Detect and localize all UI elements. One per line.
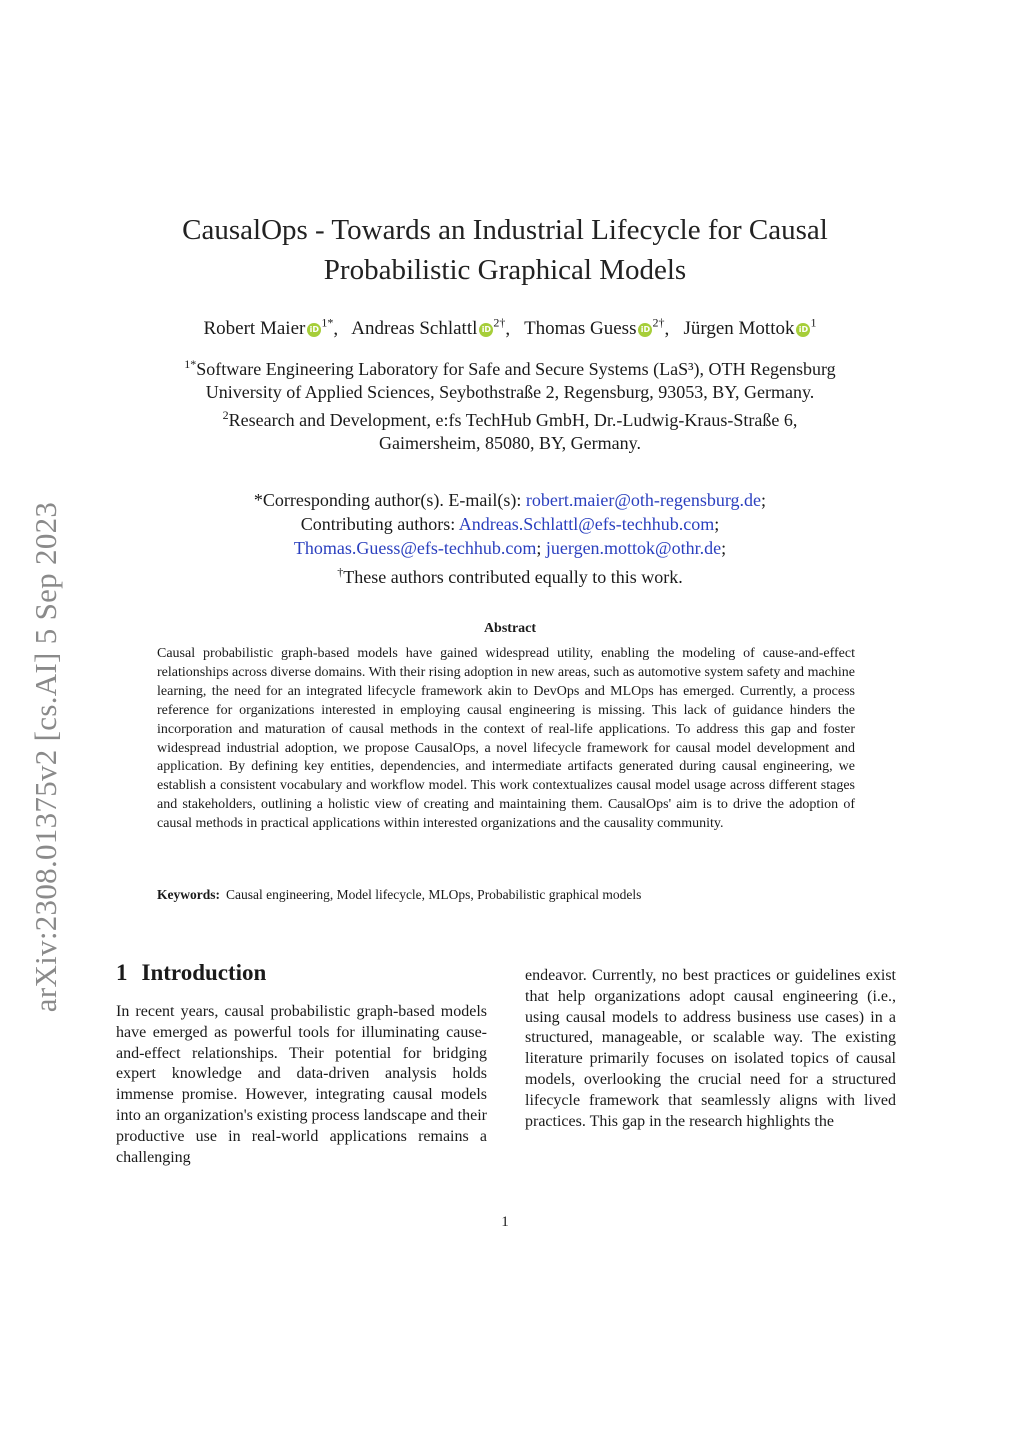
page-number: 1 [501,1214,509,1230]
intro-column-right: endeavor. Currently, no best practices or guidelines exist that help organizations adopt causal engineering (i.e., using causal models to address business use cases) in a structured, manageable, or scalable way. The existing literature primarily focuses on isolated topics of causal models, overlooking the crucial need for a structured lifecycle framework that seamlessly aligns with lived practices. This gap in the research highlights the [525,967,896,1130]
keywords-label: Keywords: [157,887,220,902]
email-link-thomas-guess[interactable]: Thomas.Guess@efs-techhub.com [293,538,537,558]
abstract-heading: Abstract [483,621,537,636]
section-title: Introduction [141,960,267,985]
arxiv-sidebar-stamp [22,472,70,1042]
intro-column-left: In recent years, causal probabilistic graph-based models have emerged as powerful tools for illuminating cause-and-effect relationships. Their potential for bridging expert knowledge and data-driven analysis holds immense promise. However, integrating causal models into an organization's existing process landscape and their productive use in real-world applications remains a challenging [116,1003,487,1166]
abstract-text: Causal probabilistic graph-based models have gained widespread utility, enabling the modeling of cause-and-effect relationships across diverse domains. With their rising adoption in new areas, such as automotive system safety and machine learning, the need for an integrated lifecycle framework akin to DevOps and MLOps has emerged. Currently, a process reference for organizations interested in employing causal engineering is missing. This lack of guidance hinders the incorporation and maturation of causal methods in the context of real-life applications. To address this gap and foster widespread industrial adoption, we propose CausalOps, a novel lifecycle framework for causal model development and application. By defining key entities, dependencies, and intermediate artifacts generated during causal engineering, we establish a consistent vocabulary and workflow model. This work contextualizes causal model usage across different stages and stakeholders, outlining a holistic view of creating and maintaining them. CausalOps' aim is to drive the adoption of causal methods in practical applications within interested organizations and the causality community. [157,646,855,832]
affiliations [100,353,920,455]
email-link-jurgen-mottok[interactable]: juergen.mottok@othr.de [545,538,722,558]
author-list: Robert Maier iD $^{1*}$, Andreas Schlattl iD $^{2\dagger}$, Thomas Guess iD $^{2\dagger}$, Jürgen Mottok iD $^1$ [203,316,817,340]
equal-contribution-note: †These authors contributed equally to this work. [337,565,683,587]
affiliation-2-line-2: Gaimersheim, 85080, BY, Germany. [379,433,641,453]
section-heading-introduction [116,960,266,986]
affiliation-2-line-1: $^2$Research and Development, e:fs TechHub GmbH, Dr.-Ludwig-Kraus-Straße 6, [222,408,798,430]
affiliation-1-line-1: $^{1*}$Software Engineering Laboratory for Safe and Secure Systems (LaS³), OTH Regensburg [184,357,836,379]
email-link-robert-maier[interactable]: robert.maier@oth-regensburg.de [525,490,762,510]
arxiv-id: arXiv:2308.01375v2 [cs.AI] 5 Sep 2023 [28,501,63,1013]
author-jurgen-mottok: Jürgen Mottok iD $^1$ [683,316,817,340]
email-link-andreas-schlattl[interactable]: Andreas.Schlattl@efs-techhub.com [458,514,715,534]
contributing-authors-line: Contributing authors: Andreas.Schlattl@efs-techhub.com; [300,514,720,534]
author-robert-maier: Robert Maier iD $^{1*}$ [203,316,334,340]
author-andreas-schlattl: Andreas Schlattl iD $^{2\dagger}$ [351,316,506,340]
contributing-emails-line: Thomas.Guess@efs-techhub.com; juergen.mottok@othr.de; [293,538,727,558]
orcid-icon[interactable]: iD [479,323,493,337]
section-number: 1 [116,960,128,985]
corresponding-author-line: *Corresponding author(s). E-mail(s): robert.maier@oth-regensburg.de; [253,490,767,510]
keywords-list: Causal engineering, Model lifecycle, MLOps, Probabilistic graphical models [226,887,642,902]
correspondence-block [100,488,920,589]
title-line-2: Probabilistic Graphical Models [323,254,687,286]
author-thomas-guess: Thomas Guess iD $^{2\dagger}$ [524,316,665,340]
orcid-icon[interactable]: iD [307,323,321,337]
affiliation-1-line-2: University of Applied Sciences, Seybothstraße 2, Regensburg, 93053, BY, Germany. [205,382,815,402]
paper-title [140,210,870,290]
orcid-icon[interactable]: iD [638,323,652,337]
keywords-line [157,887,855,903]
orcid-icon[interactable]: iD [796,323,810,337]
title-line-1: CausalOps - Towards an Industrial Lifecycle for Causal [182,214,828,246]
